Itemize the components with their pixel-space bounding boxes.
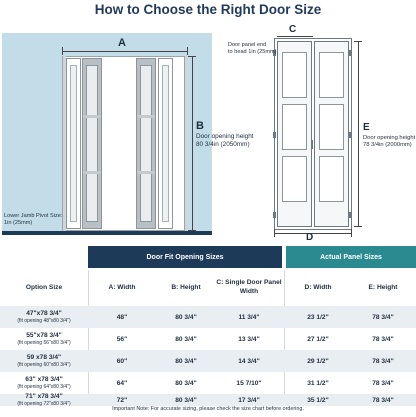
table-row [0,328,416,350]
width-d: 31 1/2" [307,379,329,387]
height-e: 78 3/4" [372,313,394,321]
dimension-b-line [192,56,193,231]
right-panel-left [277,41,312,227]
panel-width-c: 11 3/4" [238,313,260,321]
option-size: 71" x78 3/4" [25,393,63,400]
dimension-d-label: D [306,232,314,243]
width-a: 64" [116,379,128,387]
width-a: 48" [116,313,128,321]
panel-width-c: 13 3/4" [238,335,260,343]
pivot-note-title: Lower Jamb Pivot Size: [4,213,63,219]
pivot-note-value: 1in (25mm) [4,219,33,226]
page-title: How to Choose the Right Door Size [94,2,322,17]
height-b: 80 3/4" [175,335,197,343]
column-header: B: Height [171,283,201,291]
width-a: 72" [116,396,128,404]
height-b: 80 3/4" [175,313,197,321]
group-header-fit: Door Fit Opening Sizes [88,246,282,268]
door-panel-3 [136,58,156,229]
height-b: 80 3/4" [175,396,197,404]
dimension-c-label: C [289,24,297,35]
dimension-e-label: E [363,122,370,133]
table-row [0,306,416,328]
handle-icon [311,140,313,149]
door-panel-1 [66,58,81,229]
dimension-a-line [62,51,188,52]
left-height-title: Door opening height [196,133,254,140]
hinge-icon [348,132,351,138]
door-panel-2 [82,58,102,229]
dimension-c-line [277,36,313,37]
width-a: 56" [116,335,128,343]
door-panel-4 [158,58,173,229]
group-header-panel: Actual Panel Sizes [286,246,416,268]
left-height-value: 80 3/4in (2050mm) [196,140,250,148]
height-b: 80 3/4" [175,379,197,387]
table-row [0,372,416,394]
column-header: C: Single Door Panel Width [216,279,282,295]
hinge-icon [348,50,351,56]
option-size: 59 x78 3/4" [26,354,62,361]
height-e: 78 3/4" [372,396,394,404]
option-size: 55"x78 3/4" [26,332,62,339]
right-jamb [184,56,188,231]
panel-width-c: 15 7/10" [236,379,262,387]
width-d: 29 1/2" [307,357,329,365]
dimension-e-line [358,41,359,227]
dimension-a-label: A [118,37,126,49]
panel-note-title: Door panel end [228,42,267,48]
width-d: 23 1/2" [307,313,329,321]
column-header: E: Height [368,283,398,291]
option-size: 63" x78 3/4" [25,376,63,383]
hinge-icon [273,132,276,138]
right-height-title: Door opening height [363,135,416,141]
hinge-icon [348,212,351,218]
fit-opening: (fit opening 72"x80 3/4") [17,401,71,407]
floor-line [2,231,212,235]
important-note: Important Note: For accurate sizing, please check the size chart before ordering. [112,406,304,412]
right-panel-right [314,41,349,227]
hinge-icon [273,212,276,218]
height-b: 80 3/4" [175,357,197,365]
table-row [0,394,416,406]
width-d: 27 1/2" [307,335,329,343]
height-e: 78 3/4" [372,335,394,343]
fit-opening: (fit opening 60"x80 3/4") [17,362,71,368]
height-e: 78 3/4" [372,379,394,387]
dimension-b-label: B [196,120,204,132]
option-size: 47"x78 3/4" [26,310,62,317]
size-table [0,246,416,417]
panel-width-c: 14 3/4" [238,357,260,365]
fit-opening: (fit opening 48"x80 3/4") [17,318,71,324]
width-d: 35 1/2" [307,396,329,404]
fit-opening: (fit opening 64"x80 3/4") [17,384,71,390]
width-a: 60" [116,357,128,365]
fit-opening: (fit opening 56"x80 3/4") [17,340,71,346]
table-row [0,350,416,372]
column-header: D: Width [304,283,332,291]
right-height-value: 78 3/4in (2000mm) [363,141,412,148]
panel-width-c: 17 3/4" [238,396,260,404]
column-header: Option Size [25,283,63,291]
column-header: A: Width [108,283,136,291]
panel-note-value: to head 1in (25mm) [228,48,277,55]
height-e: 78 3/4" [372,357,394,365]
